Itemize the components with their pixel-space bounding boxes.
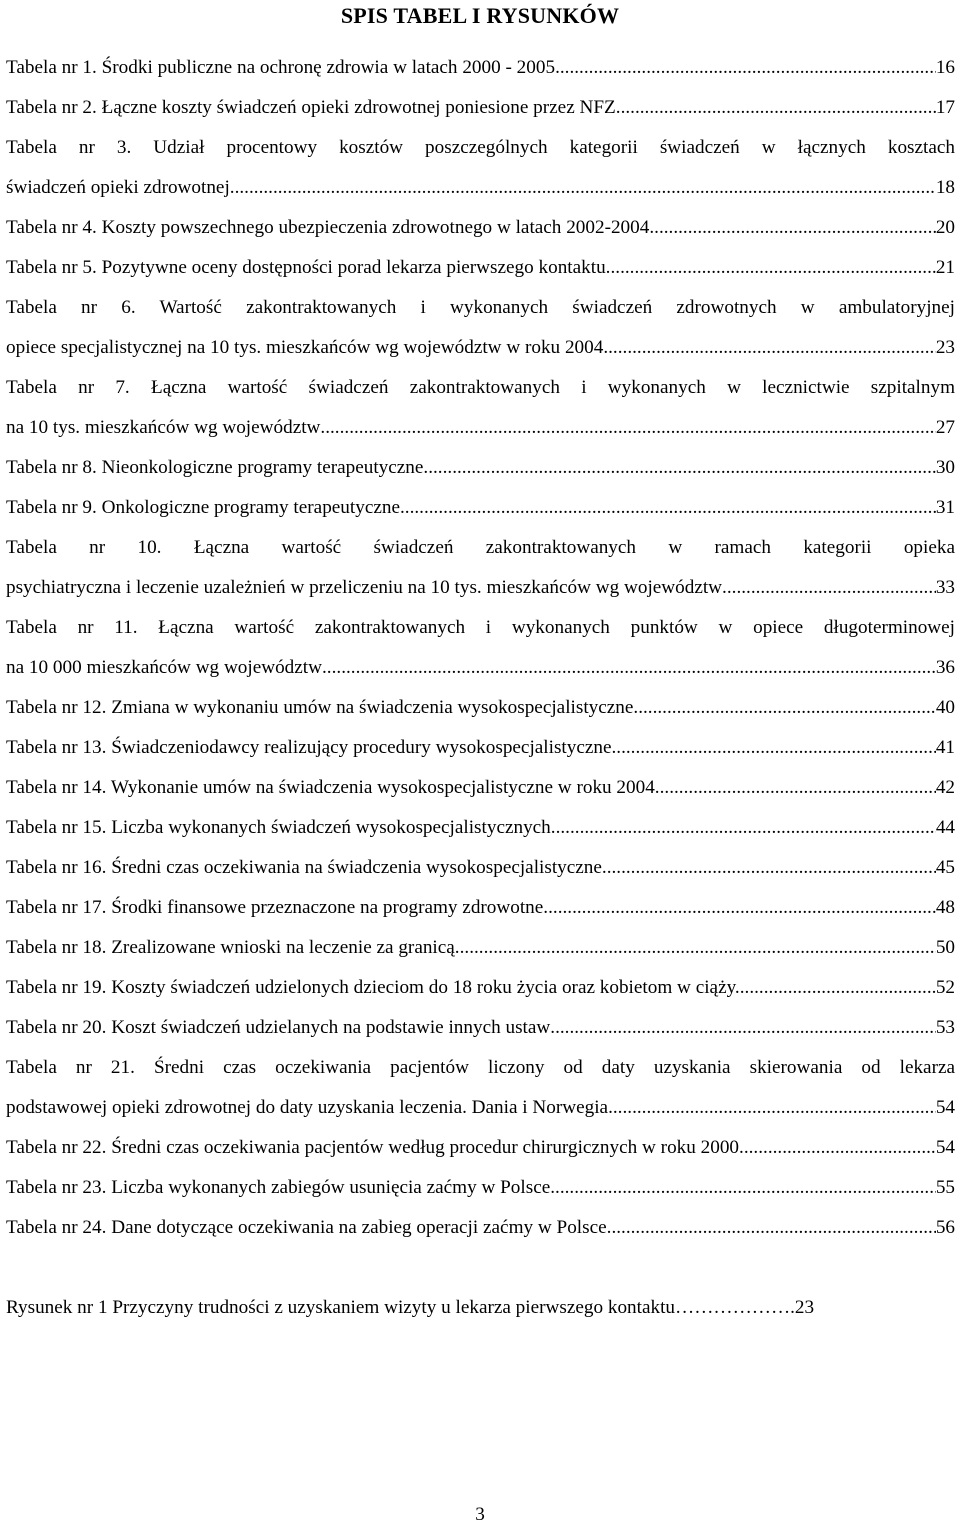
toc-entry-last-line	[6, 808, 955, 848]
toc-entry-last-line	[6, 968, 955, 1008]
toc-entry[interactable]	[6, 928, 955, 968]
toc-entry-text: Tabela nr 6. Wartość zakontraktowanych i wykonanych świadczeń zdrowotnych w ambulatoryjnej	[6, 297, 955, 318]
dot-leader	[744, 1128, 936, 1168]
toc-entry[interactable]	[6, 768, 955, 808]
toc-entry[interactable]	[6, 48, 955, 88]
dot-leader	[322, 648, 936, 688]
toc-entry-last-line	[6, 768, 955, 808]
toc-entry-text: opiece specjalistycznej na 10 tys. mieszkańców wg województw w roku 2004	[6, 337, 604, 358]
toc-entry-page: 36	[935, 657, 955, 678]
dot-leader	[550, 1168, 936, 1208]
toc-entry-page: 54	[935, 1137, 955, 1158]
dot-leader	[320, 408, 935, 448]
toc-entry-text: Tabela nr 9. Onkologiczne programy terapeutyczne.	[6, 497, 405, 518]
figure-entry[interactable]	[6, 1288, 955, 1328]
toc-entry-last-line	[6, 1128, 955, 1168]
toc-entry[interactable]	[6, 128, 955, 208]
toc-entry-text: podstawowej opieki zdrowotnej do daty uzyskania leczenia. Dania i Norwegia	[6, 1097, 609, 1118]
toc-entry-text: Tabela nr 17. Środki finansowe przeznaczone na programy zdrowotne.	[6, 897, 549, 918]
toc-entry-page: 17	[935, 97, 955, 118]
toc-entry-page: 16	[935, 57, 955, 78]
dot-leader	[423, 448, 935, 488]
toc-entry-text: Tabela nr 8. Nieonkologiczne programy terapeutyczne	[6, 457, 424, 478]
toc-entry-page: 21	[935, 257, 955, 278]
toc-entry-page: 30	[935, 457, 955, 478]
toc-entry-page: 20	[935, 217, 955, 238]
toc-entry[interactable]	[6, 688, 955, 728]
dot-leader	[548, 888, 936, 928]
toc-entry-page: 23	[935, 337, 955, 358]
toc-entry-last-line	[6, 488, 955, 528]
dot-leader	[607, 848, 936, 888]
toc-entry[interactable]	[6, 488, 955, 528]
dot-leader	[555, 48, 936, 88]
toc-entry-text: Tabela nr 14. Wykonanie umów na świadczenia wysokospecjalistyczne w roku 2004.	[6, 777, 660, 798]
toc-entry-last-line	[6, 1008, 955, 1048]
toc-entry-text: Tabela nr 2. Łączne koszty świadczeń opieki zdrowotnej poniesione przez NFZ	[6, 97, 616, 118]
toc-entry[interactable]	[6, 248, 955, 288]
toc-entry[interactable]	[6, 728, 955, 768]
toc-entry[interactable]	[6, 448, 955, 488]
dot-leader	[608, 1088, 936, 1128]
dot-leader	[603, 328, 935, 368]
toc-entry-page: 27	[935, 417, 955, 438]
toc-entry-text: Tabela nr 13. Świadczeniodawcy realizujący procedury wysokospecjalistyczne.	[6, 737, 617, 758]
toc-entry-last-line	[6, 1168, 955, 1208]
table-list	[6, 48, 955, 1328]
toc-entry[interactable]	[6, 1208, 955, 1248]
toc-entry[interactable]	[6, 208, 955, 248]
toc-entry-page: 44	[935, 817, 955, 838]
toc-entry[interactable]	[6, 608, 955, 688]
toc-entry-last-line	[6, 848, 955, 888]
toc-entry-page: 40	[935, 697, 955, 718]
toc-entry-last-line	[6, 408, 955, 448]
toc-entry-text: na 10 000 mieszkańców wg województw	[6, 657, 322, 678]
toc-entry[interactable]	[6, 528, 955, 608]
dot-leader	[616, 728, 936, 768]
toc-entry-last-line	[6, 448, 955, 488]
toc-entry-page: 41	[935, 737, 955, 758]
dot-leader	[611, 1208, 935, 1248]
toc-entry-text: na 10 tys. mieszkańców wg województw	[6, 417, 321, 438]
toc-entry-text: psychiatryczna i leczenie uzależnień w przeliczeniu na 10 tys. mieszkańców wg województw	[6, 577, 723, 598]
toc-entry-page: 55	[935, 1177, 955, 1198]
section-spacer	[6, 1248, 955, 1288]
toc-entry-text: Tabela nr 1. Środki publiczne na ochronę zdrowia w latach 2000 - 2005	[6, 57, 556, 78]
dot-leader	[606, 248, 936, 288]
dot-leader	[740, 968, 936, 1008]
toc-entry-text: świadczeń opieki zdrowotnej	[6, 177, 230, 198]
toc-entry-last-line	[6, 328, 955, 368]
toc-entry-page: 42	[935, 777, 955, 798]
toc-entry-last-line	[6, 928, 955, 968]
dot-leader	[654, 208, 936, 248]
toc-entry-text: Tabela nr 10. Łączna wartość świadczeń zakontraktowanych w ramach kategorii opieka	[6, 537, 955, 558]
toc-entry[interactable]	[6, 1048, 955, 1128]
toc-entry-page: 33	[935, 577, 955, 598]
toc-entry-last-line	[6, 88, 955, 128]
toc-entry-text: Tabela nr 21. Średni czas oczekiwania pacjentów liczony od daty uzyskania skierowania od lekarza	[6, 1057, 955, 1078]
toc-entry-page: 48	[935, 897, 955, 918]
toc-entry-text: Tabela nr 22. Średni czas oczekiwania pacjentów według procedur chirurgicznych w roku 2000.	[6, 1137, 744, 1158]
toc-entry-last-line	[6, 728, 955, 768]
toc-entry-text: Tabela nr 7. Łączna wartość świadczeń zakontraktowanych i wykonanych w lecznictwie szpitalnym	[6, 377, 955, 398]
toc-entry-text: Tabela nr 15. Liczba wykonanych świadczeń wysokospecjalistycznych.	[6, 817, 556, 838]
toc-entry-text: Tabela nr 11. Łączna wartość zakontraktowanych i wykonanych punktów w opiece długoterminowej	[6, 617, 955, 638]
toc-entry-last-line	[6, 1208, 955, 1248]
toc-entry-text: Tabela nr 24. Dane dotyczące oczekiwania na zabieg operacji zaćmy w Polsce.	[6, 1217, 612, 1238]
toc-entry-last-line	[6, 648, 955, 688]
toc-entry-last-line	[6, 208, 955, 248]
toc-entry-text: Tabela nr 16. Średni czas oczekiwania na świadczenia wysokospecjalistyczne.	[6, 857, 607, 878]
toc-entry-page: 31	[935, 497, 955, 518]
toc-entry-page: 56	[935, 1217, 955, 1238]
toc-entry[interactable]	[6, 368, 955, 448]
toc-entry-last-line	[6, 168, 955, 208]
dot-leader	[638, 688, 936, 728]
toc-entry-last-line	[6, 248, 955, 288]
toc-entry[interactable]	[6, 888, 955, 928]
toc-entry-last-line	[6, 1088, 955, 1128]
toc-entry[interactable]	[6, 88, 955, 128]
toc-entry-last-line	[6, 48, 955, 88]
dot-leader	[722, 568, 936, 608]
toc-entry[interactable]	[6, 1168, 955, 1208]
toc-entry-text: Tabela nr 23. Liczba wykonanych zabiegów usunięcia zaćmy w Polsce	[6, 1177, 551, 1198]
toc-entry-page: 53	[935, 1017, 955, 1038]
toc-entry[interactable]	[6, 808, 955, 848]
toc-entry[interactable]	[6, 968, 955, 1008]
toc-entry[interactable]	[6, 1008, 955, 1048]
page-number: 3	[475, 1504, 485, 1525]
dot-leader	[460, 928, 936, 968]
toc-entry-text: Tabela nr 5. Pozytywne oceny dostępności porad lekarza pierwszego kontaktu	[6, 257, 606, 278]
toc-entry-text: Tabela nr 3. Udział procentowy kosztów poszczególnych kategorii świadczeń w łącznych kosztach	[6, 137, 955, 158]
dot-leader	[405, 488, 936, 528]
dot-leader	[660, 768, 936, 808]
dot-leader	[556, 808, 936, 848]
toc-title: SPIS TABEL I RYSUNKÓW	[340, 3, 620, 28]
toc-entry-page: 52	[935, 977, 955, 998]
dot-leader	[550, 1008, 936, 1048]
figure-entry-text: Rysunek nr 1 Przyczyny trudności z uzyskaniem wizyty u lekarza pierwszego kontaktu……………….23	[6, 1297, 815, 1318]
toc-entry-page: 18	[935, 177, 955, 198]
toc-entry-page: 50	[935, 937, 955, 958]
toc-entry-text: Tabela nr 18. Zrealizowane wnioski na leczenie za granicą.	[6, 937, 460, 958]
toc-entry[interactable]	[6, 288, 955, 368]
toc-entry[interactable]	[6, 1128, 955, 1168]
toc-entry-last-line	[6, 688, 955, 728]
dot-leader	[230, 168, 936, 208]
toc-entry[interactable]	[6, 848, 955, 888]
toc-entry-last-line	[6, 568, 955, 608]
toc-entry-text: Tabela nr 20. Koszt świadczeń udzielanych na podstawie innych ustaw	[6, 1017, 551, 1038]
toc-entry-last-line	[6, 888, 955, 928]
toc-entry-page: 45	[935, 857, 955, 878]
toc-entry-page: 54	[935, 1097, 955, 1118]
toc-entry-text: Tabela nr 19. Koszty świadczeń udzielonych dzieciom do 18 roku życia oraz kobietom w ciąży.	[6, 977, 740, 998]
dot-leader	[616, 88, 936, 128]
toc-entry-text: Tabela nr 4. Koszty powszechnego ubezpieczenia zdrowotnego w latach 2002-2004.	[6, 217, 655, 238]
toc-entry-text: Tabela nr 12. Zmiana w wykonaniu umów na świadczenia wysokospecjalistyczne.	[6, 697, 639, 718]
